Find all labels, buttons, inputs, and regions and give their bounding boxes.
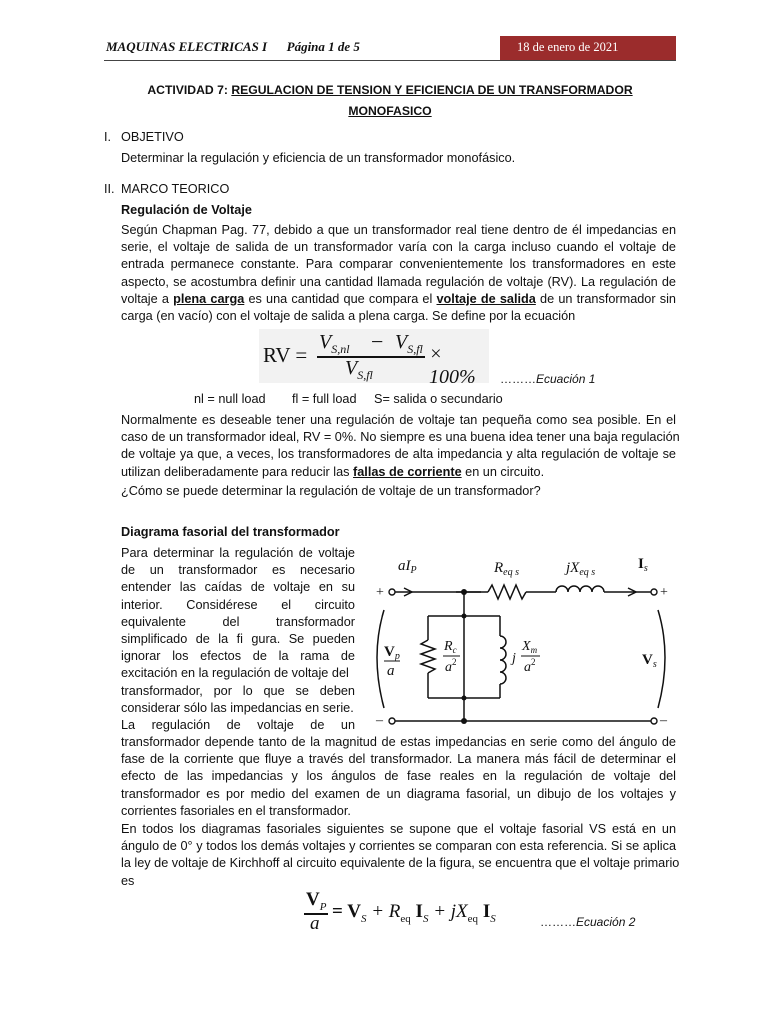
- svg-text:aIP: [398, 558, 417, 576]
- paragraph-diagrama-full: transformador depende tanto de la magnitud de estas impedancias en serie como del ángulo de fase de la corriente que fluye a través del transformador. La manera más fácil de determinar el efecto de las impedancias y los ángulos de fase reales en la regulación de voltaje del transformador es por medio del examen de un diagrama fasorial, un dibujo de los voltajes y corrientes fasoriales en el transformador.: [121, 735, 676, 818]
- label-req: $R_{eq s}$: [494, 560, 520, 578]
- legend-nl: nl = null load: [194, 392, 266, 406]
- svg-text:jXeq s: [564, 560, 595, 578]
- page-title-line1: ACTIVIDAD 7: REGULACION DE TENSION Y EFICIENCIA DE UN TRANSFORMADOR: [147, 83, 633, 97]
- legend-fl: fl = full load: [292, 392, 357, 406]
- label-vs: $V_s$: [642, 652, 657, 670]
- paragraph-diagrama-left: Para determinar la regulación de voltaje de un transformador es necesario entender las caídas de voltaje en su interior. Considérese el circuito equivalente del transformador simplificado de la fi gura. Se pueden ignorar los efectos de la rama de excitación en la regulación de voltaje del transformador, por lo que se deben considerar sólo las impedancias en serie. La regulación de voltaje de un: [121, 546, 355, 733]
- header-page: Página 1 de 5: [286, 39, 360, 54]
- section1-heading: OBJETIVO: [121, 130, 184, 144]
- label-plus-secondary: +: [660, 585, 668, 600]
- label-xm: $X_m$: [522, 639, 538, 655]
- inductor-xm: [500, 636, 506, 684]
- voltage-bracket-secondary: [658, 610, 665, 708]
- section2-number: II.: [104, 182, 115, 196]
- equation-2-label: ………Ecuación 2: [540, 915, 636, 929]
- label-minus-secondary: –: [660, 713, 667, 728]
- header-course: MAQUINAS ELECTRICAS I: [106, 39, 268, 54]
- inductor-xeq: [556, 586, 604, 592]
- label-rc-denominator: $a^2$: [445, 657, 457, 675]
- paragraph-regulacion: Según Chapman Pag. 77, debido a que un transformador real tiene dentro de él impedancias en serie, el voltaje de salida de un transformador varía con la carga incluso cuando el voltaje de entrada permanece constante. Para comparar convenientemente los transformadores en este aspecto, se acostumbra definir una cantidad llamada regulación de voltaje (RV). La regulación de voltaje a plena carga es una cantidad que compara el voltaje de salida de un transformador sin carga (en vacío) con el voltaje de salida a plena carga. Se define por la ecuación: [121, 223, 676, 324]
- paragraph-fasorial: En todos los diagramas fasoriales siguientes se supone que el voltaje fasorial VS está en un ángulo de 0° y todos los demás voltajes y corrientes se comparan con esta referencia. Si se aplica la ley de voltaje de Kirchhoff al circuito equivalente de la figura, se encuentra que el voltaje primario es: [121, 822, 680, 888]
- label-is: $I_s$: [638, 556, 648, 574]
- header-course-page: [106, 39, 360, 55]
- label-vp: $V_p$: [384, 644, 400, 662]
- terminal-secondary-top: [651, 589, 657, 595]
- junction-top: [461, 589, 467, 595]
- junction-bottom: [461, 718, 467, 724]
- section1-text: Determinar la regulación y eficiencia de un transformador monofásico.: [121, 151, 516, 165]
- svg-text:Xm: [521, 639, 538, 655]
- equation-1-label: ………Ecuación 1: [500, 372, 596, 386]
- label-vp-denominator: a: [387, 663, 395, 679]
- section1-number: I.: [104, 130, 112, 144]
- svg-text:Vp: [384, 644, 400, 662]
- terminal-primary-bottom: [389, 718, 395, 724]
- label-aIp: $aI_P$: [398, 558, 417, 576]
- paragraph-regulacion-deseable: Normalmente es deseable tener una regulación de voltaje tan pequeña como sea posible. En el caso de un transformador ideal, RV = 0%. No siempre es una buena idea tener una baja regulación de voltaje ya que, a veces, los transformadores de alta impedancia y alta regulación de voltaje se utilizan deliberadamente para reducir las fallas de corriente en un circuito.: [121, 413, 680, 479]
- svg-text:a2: [524, 657, 536, 675]
- label-xm-denominator: $a^2$: [524, 657, 536, 675]
- terminal-primary-top: [389, 589, 395, 595]
- question-text: ¿Cómo se puede determinar la regulación de voltaje de un transformador?: [121, 484, 541, 498]
- label-minus-primary: –: [376, 713, 383, 728]
- equivalent-circuit-diagram: [366, 548, 676, 730]
- svg-text:a2: [445, 657, 457, 675]
- label-xm-j: j: [512, 651, 516, 666]
- header-divider: [104, 60, 676, 61]
- section2-heading: MARCO TEORICO: [121, 182, 230, 196]
- page-header: [104, 36, 676, 60]
- header-date: 18 de enero de 2021: [500, 36, 676, 60]
- resistor-rc: [421, 640, 435, 673]
- svg-text:Is: [638, 556, 648, 574]
- voltage-bracket-primary: [377, 610, 384, 708]
- svg-text:Req s: [493, 560, 519, 578]
- page-title-line2: MONOFASICO: [348, 104, 432, 118]
- resistor-req: [488, 585, 526, 599]
- label-rc: $R_c$: [444, 639, 457, 655]
- subheading-diagrama: Diagrama fasorial del transformador: [121, 525, 340, 539]
- label-plus-primary: +: [376, 585, 384, 600]
- svg-text:Rc: [443, 639, 457, 655]
- svg-text:Vs: [642, 652, 657, 670]
- label-jxeq: $jX_{eq s}$: [566, 560, 596, 578]
- legend-s: S= salida o secundario: [374, 392, 503, 406]
- equation-2: $V_P$ a = $V_S + R_{eq}$ $I_S + jX_{eq}$ $I_S$: [306, 889, 496, 934]
- terminal-secondary-bottom: [651, 718, 657, 724]
- equation-1: RV = $V_{S,nl}$ − $V_{S,fl}$ $V_{S,fl}$ × 100%: [259, 329, 489, 383]
- subheading-regulacion: Regulación de Voltaje: [121, 203, 252, 217]
